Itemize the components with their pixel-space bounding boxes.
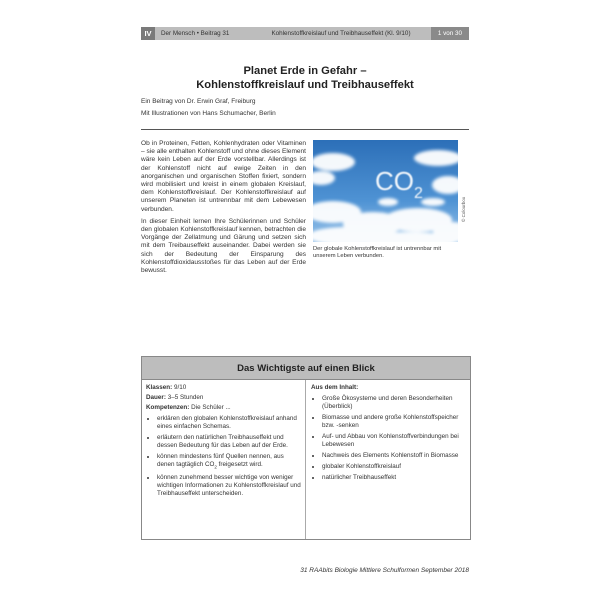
- competencies-row: [146, 404, 301, 412]
- duration-value: 3–5 Stunden: [167, 394, 204, 401]
- photo-credit: © Colourbox: [461, 196, 466, 222]
- footer-text: 31 RAAbits Biologie Mittlere Schulformen September 2018: [300, 567, 469, 574]
- co2-cloud-text: $CO_2$: [375, 166, 423, 202]
- competencies-list: [146, 415, 301, 498]
- header-left-text: Der Mensch • Beitrag 31: [161, 30, 230, 37]
- overview-right-column: [306, 380, 470, 539]
- content-list: [311, 395, 465, 482]
- overview-left-column: [142, 380, 306, 539]
- author-byline: Ein Beitrag von Dr. Erwin Graf, Freiburg: [141, 98, 256, 105]
- list-item: • erklären den globalen Kohlenstoffkreislauf anhand eines einfachen Schemas.: [157, 415, 301, 431]
- competencies-label: Kompetenzen:: [146, 404, 190, 411]
- header-middle-text: Kohlenstoffkreislauf und Treibhauseffekt (Kl. 9/10): [271, 30, 411, 37]
- list-item: • erläutern den natürlichen Treibhauseffekt und dessen Bedeutung für das Leben auf der Erde.: [157, 434, 301, 450]
- divider: [141, 129, 469, 130]
- illustrator-byline: Mit Illustrationen von Hans Schumacher, Berlin: [141, 110, 276, 117]
- duration-label: Dauer:: [146, 394, 166, 401]
- page-indicator: 1 von 30: [431, 27, 469, 40]
- list-item: • Auf- und Abbau von Kohlenstoffverbindungen bei Lebewesen: [322, 433, 465, 449]
- list-item: • Nachweis des Elements Kohlenstoff in Biomasse: [322, 452, 465, 460]
- sky-photo: [313, 140, 458, 242]
- section-number: IV: [141, 27, 155, 40]
- page-title: [141, 64, 469, 92]
- duration-row: [146, 394, 301, 402]
- classes-label: Klassen:: [146, 384, 173, 391]
- intro-text: [141, 140, 306, 279]
- list-item: • globaler Kohlenstoffkreislauf: [322, 463, 465, 471]
- list-item: • natürlicher Treibhauseffekt: [322, 474, 465, 482]
- header-bar: [141, 27, 469, 40]
- sky-clouds-image: [313, 140, 458, 242]
- classes-row: [146, 384, 301, 392]
- list-item: • können mindestens fünf Quellen nennen, aus denen tagtäglich $CO_2$ freigesetzt wird.: [157, 453, 301, 471]
- photo-caption: Der globale Kohlenstoffkreislauf ist untrennbar mit unserem Leben verbunden.: [313, 246, 442, 260]
- title-line-1: Planet Erde in Gefahr –: [243, 65, 367, 77]
- intro-paragraph-1: Ob in Proteinen, Fetten, Kohlenhydraten oder Vitaminen – sie alle enthalten Kohlenstoff und ohne dieses Element wäre kein Leben auf der Erde vorstellbar. Allerdings ist der Kohlenstoff nicht auf ewige Zeiten in den anorganischen und organischen Stoffen fixiert, sondern wird mobilisiert und kreist in einem globalen Kreislauf, dem Kohlenstoffkreislauf. Der Kohlenstoffkreislauf auf unserem Planeten ist untrennbar mit dem Lebewesen verbunden.: [141, 140, 306, 213]
- overview-box: [141, 356, 471, 540]
- list-item: • Biomasse und andere große Kohlenstoffspeicher bzw. -senken: [322, 414, 465, 430]
- content-label: Aus dem Inhalt:: [311, 384, 359, 391]
- classes-value: 9/10: [174, 384, 187, 391]
- overview-heading: Das Wichtigste auf einen Blick: [142, 357, 470, 380]
- intro-paragraph-2: In dieser Einheit lernen Ihre Schülerinnen und Schüler den globalen Kohlenstoffkreislauf kennen, betrachten die Vorgänge der Zellatmung und Gärung und setzen sich mit dem Treibauseffekt auseinander. Dabei werden sie sich der Bedeutung der Einsparung des Kohlenstoffdioxidausstoßes für das Leben auf der Erde bewusst.: [141, 217, 306, 275]
- competencies-value: Die Schüler ...: [191, 404, 231, 411]
- title-line-2: Kohlenstoffkreislauf und Treibhauseffekt: [196, 79, 414, 91]
- list-item: • können zunehmend besser wichtige von weniger wichtigen Informationen zu Kohlenstoffkreislauf und Treibhauseffekt unterscheiden.: [157, 474, 301, 498]
- list-item: • Große Ökosysteme und deren Besonderheiten (Überblick): [322, 395, 465, 411]
